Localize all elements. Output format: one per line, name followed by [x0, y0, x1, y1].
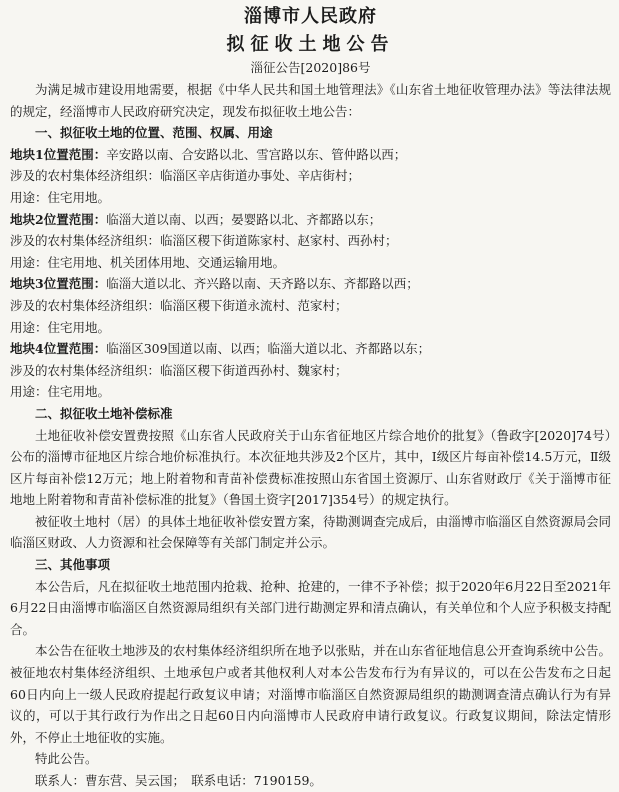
issuer-title: 淄博市人民政府	[244, 6, 377, 27]
section-2-heading: 二、拟征收土地补偿标准	[35, 405, 173, 421]
intro-paragraph: 为满足城市建设用地需要，根据《中华人民共和国土地管理法》《山东省土地征收管理办法》等法律法规的规定，经淄博市人民政府研究决定，现发布拟征收土地公告：	[10, 82, 611, 119]
section-1-heading: 一、拟征收土地的位置、范围、权属、用途	[35, 125, 273, 141]
plot-3	[10, 273, 611, 338]
plot-range: 临淄大道以南、以西；晏婴路以北、齐都路以东；	[106, 211, 382, 227]
plot-1	[10, 144, 611, 209]
plot-range-line	[10, 144, 611, 166]
plot-label: 地块3位置范围：	[10, 276, 107, 292]
notice-title: 拟征收土地公告	[226, 34, 395, 55]
plot-usage: 用途：住宅用地。	[10, 384, 111, 400]
appeal-paragraph: 本公告在征收土地涉及的农村集体经济组织所在地予以张贴，并在山东省征地信息公开查询系统中公告。被征地农村集体经济组织、土地承包户或者其他权利人对本公告发布行为有异议的，可以在公告发布之日起60日内向上一级人民政府提起行政复议申请；对淄博市临淄区自然资源局组织的勘测调查清点确认行为有异议的，可以于其行政行为作出之日起60日内向淄博市人民政府申请行政复议。行政复议期间，除法定情形外，不停止土地征收的实施。	[10, 643, 611, 745]
plot-4	[10, 338, 611, 403]
plot-range: 临淄区309国道以南、以西；临淄大道以北、齐都路以东；	[106, 341, 431, 357]
plot-range-line	[10, 273, 611, 295]
plot-usage: 用途：住宅用地、机关团体用地、交通运输用地。	[10, 254, 286, 270]
plot-collective: 涉及的农村集体经济组织：临淄区稷下街道永流村、范家村；	[10, 297, 348, 313]
resettlement-paragraph: 被征收土地村（居）的具体土地征收补偿安置方案，待勘测调查完成后，由淄博市临淄区自然资源局会同临淄区财政、人力资源和社会保障等有关部门制定并公示。	[10, 513, 611, 551]
plot-range: 辛安路以南、合安路以北、雪宫路以东、管仲路以西；	[106, 146, 407, 162]
plot-collective: 涉及的农村集体经济组织：临淄区辛店街道办事处、辛店街村；	[10, 168, 361, 184]
plot-label: 地块2位置范围：	[10, 211, 107, 227]
plot-usage: 用途：住宅用地。	[10, 319, 111, 335]
compensation-paragraph: 土地征收补偿安置费按照《山东省人民政府关于山东省征地区片综合地价的批复》（鲁政字[2020]74号）公布的淄博市征地区片综合地价标准执行。本次征地共涉及2个区片，其中，Ⅰ级区片每亩补偿14.5万元，Ⅱ级区片每亩补偿12万元；地上附着物和青苗补偿费标准按照山东省国土资源厅、山东省财政厅《关于淄博市征地地上附着物和青苗补偿标准的批复》（鲁国土资字[2017]354号）的规定执行。	[10, 427, 611, 508]
plot-collective: 涉及的农村集体经济组织：临淄区稷下街道陈家村、赵家村、西孙村；	[10, 233, 398, 249]
survey-paragraph: 本公告后，凡在拟征收土地范围内抢栽、抢种、抢建的，一律不予补偿；拟于2020年6月22日至2021年6月22日由淄博市临淄区自然资源局组织有关部门进行勘测定界和清点确认，有关单位和个人应予积极支持配合。	[10, 578, 611, 637]
closing-text: 特此公告。	[35, 751, 98, 767]
contact-info: 联系人：曹东营、吴云国； 联系电话：7190159。	[35, 773, 322, 788]
plot-range: 临淄大道以北、齐兴路以南、天齐路以东、齐都路以西；	[106, 276, 419, 292]
plot-label: 地块1位置范围：	[10, 146, 107, 162]
document-number: 淄征公告[2020]86号	[250, 60, 371, 75]
section-3-heading: 三、其他事项	[35, 557, 111, 573]
notice-body	[10, 79, 611, 792]
plot-2	[10, 209, 611, 274]
plot-range-line	[10, 209, 611, 231]
plot-usage: 用途：住宅用地。	[10, 189, 111, 205]
plot-label: 地块4位置范围：	[10, 341, 107, 357]
plot-range-line	[10, 338, 611, 360]
plot-collective: 涉及的农村集体经济组织：临淄区稷下街道西孙村、魏家村；	[10, 362, 348, 378]
